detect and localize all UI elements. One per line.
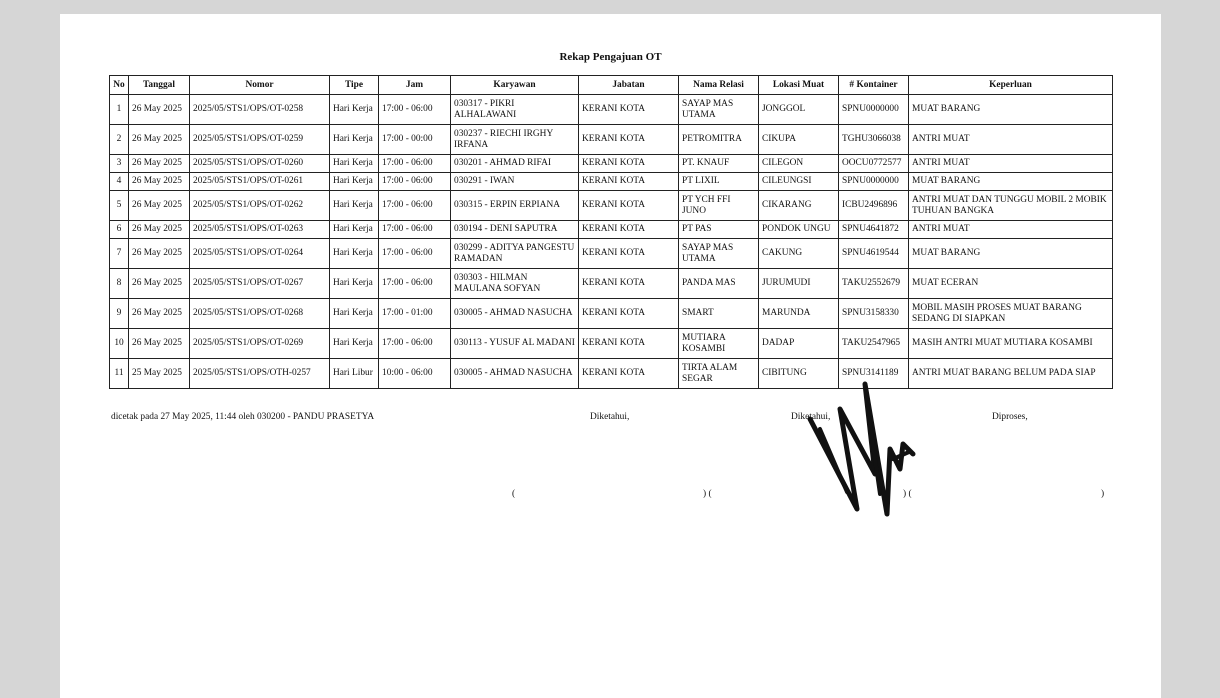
cell-no: 1 xyxy=(110,95,129,125)
cell-jam: 17:00 - 06:00 xyxy=(379,329,451,359)
cell-nama-relasi: TIRTA ALAM SEGAR xyxy=(679,359,759,389)
cell-tanggal: 26 May 2025 xyxy=(129,239,190,269)
cell-karyawan: 030299 - ADITYA PANGESTU RAMADAN xyxy=(451,239,579,269)
cell-karyawan: 030317 - PIKRI ALHALAWANI xyxy=(451,95,579,125)
cell-tanggal: 26 May 2025 xyxy=(129,125,190,155)
cell-jam: 17:00 - 00:00 xyxy=(379,125,451,155)
cell-nama-relasi: MUTIARA KOSAMBI xyxy=(679,329,759,359)
cell-tanggal: 26 May 2025 xyxy=(129,173,190,191)
cell-lokasi-muat: JURUMUDI xyxy=(759,269,839,299)
cell-tipe: Hari Kerja xyxy=(330,221,379,239)
cell-nama-relasi: PT LIXIL xyxy=(679,173,759,191)
cell-nama-relasi: PT YCH FFI JUNO xyxy=(679,191,759,221)
page-title: Rekap Pengajuan OT xyxy=(559,51,662,63)
cell-kontainer: TGHU3066038 xyxy=(839,125,909,155)
cell-lokasi-muat: CILEUNGSI xyxy=(759,173,839,191)
cell-lokasi-muat: CILEGON xyxy=(759,155,839,173)
cell-tanggal: 26 May 2025 xyxy=(129,221,190,239)
cell-kontainer: ICBU2496896 xyxy=(839,191,909,221)
cell-jabatan: KERANI KOTA xyxy=(579,173,679,191)
cell-tanggal: 25 May 2025 xyxy=(129,359,190,389)
cell-lokasi-muat: MARUNDA xyxy=(759,299,839,329)
cell-nama-relasi: PANDA MAS xyxy=(679,269,759,299)
ot-table xyxy=(109,75,1113,389)
cell-no: 9 xyxy=(110,299,129,329)
signature-bracket-1: ( xyxy=(512,489,516,499)
column-header-lokasi-muat: Lokasi Muat xyxy=(759,76,839,95)
cell-karyawan: 030303 - HILMAN MAULANA SOFYAN xyxy=(451,269,579,299)
cell-nama-relasi: PETROMITRA xyxy=(679,125,759,155)
cell-keperluan: ANTRI MUAT xyxy=(909,125,1113,155)
cell-kontainer: SPNU4619544 xyxy=(839,239,909,269)
cell-keperluan: MUAT ECERAN xyxy=(909,269,1113,299)
signature-known-1: Diketahui, xyxy=(590,412,630,422)
cell-tipe: Hari Kerja xyxy=(330,155,379,173)
cell-karyawan: 030237 - RIECHI IRGHY IRFANA xyxy=(451,125,579,155)
cell-lokasi-muat: CIKARANG xyxy=(759,191,839,221)
cell-lokasi-muat: JONGGOL xyxy=(759,95,839,125)
cell-kontainer: SPNU0000000 xyxy=(839,95,909,125)
column-header-kontainer: # Kontainer xyxy=(839,76,909,95)
cell-karyawan: 030194 - DENI SAPUTRA xyxy=(451,221,579,239)
cell-tanggal: 26 May 2025 xyxy=(129,269,190,299)
column-header-karyawan: Karyawan xyxy=(451,76,579,95)
cell-nomor: 2025/05/STS1/OPS/OT-0267 xyxy=(190,269,330,299)
document-page xyxy=(60,14,1161,698)
cell-keperluan: MUAT BARANG xyxy=(909,173,1113,191)
cell-keperluan: MOBIL MASIH PROSES MUAT BARANG SEDANG DI SIAPKAN xyxy=(909,299,1113,329)
cell-kontainer: SPNU0000000 xyxy=(839,173,909,191)
cell-nomor: 2025/05/STS1/OPS/OT-0258 xyxy=(190,95,330,125)
cell-keperluan: MUAT BARANG xyxy=(909,95,1113,125)
cell-jabatan: KERANI KOTA xyxy=(579,239,679,269)
cell-kontainer: OOCU0772577 xyxy=(839,155,909,173)
table-row xyxy=(110,191,1113,221)
cell-jam: 17:00 - 06:00 xyxy=(379,191,451,221)
cell-kontainer: TAKU2552679 xyxy=(839,269,909,299)
cell-jam: 10:00 - 06:00 xyxy=(379,359,451,389)
column-header-tipe: Tipe xyxy=(330,76,379,95)
cell-karyawan: 030291 - IWAN xyxy=(451,173,579,191)
column-header-tanggal: Tanggal xyxy=(129,76,190,95)
table-row xyxy=(110,359,1113,389)
table-row xyxy=(110,125,1113,155)
cell-jam: 17:00 - 06:00 xyxy=(379,239,451,269)
column-header-jabatan: Jabatan xyxy=(579,76,679,95)
cell-nomor: 2025/05/STS1/OPS/OT-0268 xyxy=(190,299,330,329)
table-row xyxy=(110,329,1113,359)
cell-tipe: Hari Kerja xyxy=(330,329,379,359)
cell-tanggal: 26 May 2025 xyxy=(129,155,190,173)
cell-jabatan: KERANI KOTA xyxy=(579,269,679,299)
cell-keperluan: MASIH ANTRI MUAT MUTIARA KOSAMBI xyxy=(909,329,1113,359)
table-row xyxy=(110,221,1113,239)
cell-tipe: Hari Kerja xyxy=(330,125,379,155)
column-header-keperluan: Keperluan xyxy=(909,76,1113,95)
table-row xyxy=(110,299,1113,329)
cell-karyawan: 030201 - AHMAD RIFAI xyxy=(451,155,579,173)
cell-jam: 17:00 - 06:00 xyxy=(379,95,451,125)
cell-no: 4 xyxy=(110,173,129,191)
cell-jam: 17:00 - 06:00 xyxy=(379,269,451,299)
signature-bracket-2: ) ( xyxy=(703,489,712,499)
cell-keperluan: ANTRI MUAT DAN TUNGGU MOBIL 2 MOBIK TUHUAN BANGKA xyxy=(909,191,1113,221)
printed-info: dicetak pada 27 May 2025, 11:44 oleh 030200 - PANDU PRASETYA xyxy=(111,412,375,422)
cell-kontainer: SPNU3141189 xyxy=(839,359,909,389)
signature-bracket-4: ) xyxy=(1101,489,1105,499)
cell-no: 8 xyxy=(110,269,129,299)
table-row xyxy=(110,239,1113,269)
cell-keperluan: ANTRI MUAT xyxy=(909,155,1113,173)
cell-tipe: Hari Kerja xyxy=(330,95,379,125)
cell-jam: 17:00 - 06:00 xyxy=(379,221,451,239)
cell-jam: 17:00 - 06:00 xyxy=(379,173,451,191)
cell-jam: 17:00 - 06:00 xyxy=(379,155,451,173)
cell-nomor: 2025/05/STS1/OPS/OTH-0257 xyxy=(190,359,330,389)
cell-no: 3 xyxy=(110,155,129,173)
signature-processed: Diproses, xyxy=(992,412,1028,422)
cell-jabatan: KERANI KOTA xyxy=(579,221,679,239)
table-body xyxy=(110,95,1113,389)
cell-no: 7 xyxy=(110,239,129,269)
table-row xyxy=(110,269,1113,299)
cell-nomor: 2025/05/STS1/OPS/OT-0269 xyxy=(190,329,330,359)
column-header-nama-relasi: Nama Relasi xyxy=(679,76,759,95)
table-row xyxy=(110,155,1113,173)
cell-karyawan: 030005 - AHMAD NASUCHA xyxy=(451,359,579,389)
handwritten-scribble-mark xyxy=(805,374,925,534)
cell-keperluan: ANTRI MUAT BARANG BELUM PADA SIAP xyxy=(909,359,1113,389)
cell-jabatan: KERANI KOTA xyxy=(579,155,679,173)
cell-tanggal: 26 May 2025 xyxy=(129,95,190,125)
cell-tipe: Hari Kerja xyxy=(330,299,379,329)
cell-tanggal: 26 May 2025 xyxy=(129,299,190,329)
cell-nomor: 2025/05/STS1/OPS/OT-0261 xyxy=(190,173,330,191)
cell-karyawan: 030315 - ERPIN ERPIANA xyxy=(451,191,579,221)
signature-known-2: Diketahui, xyxy=(791,412,831,422)
cell-no: 11 xyxy=(110,359,129,389)
cell-lokasi-muat: CAKUNG xyxy=(759,239,839,269)
table-header-row xyxy=(110,76,1113,95)
column-header-nomor: Nomor xyxy=(190,76,330,95)
cell-lokasi-muat: DADAP xyxy=(759,329,839,359)
cell-jabatan: KERANI KOTA xyxy=(579,95,679,125)
cell-nama-relasi: PT PAS xyxy=(679,221,759,239)
column-header-no: No xyxy=(110,76,129,95)
cell-nomor: 2025/05/STS1/OPS/OT-0262 xyxy=(190,191,330,221)
cell-lokasi-muat: CIBITUNG xyxy=(759,359,839,389)
cell-tipe: Hari Kerja xyxy=(330,239,379,269)
cell-jabatan: KERANI KOTA xyxy=(579,191,679,221)
cell-karyawan: 030005 - AHMAD NASUCHA xyxy=(451,299,579,329)
cell-no: 6 xyxy=(110,221,129,239)
cell-keperluan: MUAT BARANG xyxy=(909,239,1113,269)
cell-tanggal: 26 May 2025 xyxy=(129,329,190,359)
cell-no: 10 xyxy=(110,329,129,359)
cell-lokasi-muat: CIKUPA xyxy=(759,125,839,155)
signature-bracket-3: ) ( xyxy=(903,489,912,499)
column-header-jam: Jam xyxy=(379,76,451,95)
cell-tipe: Hari Kerja xyxy=(330,191,379,221)
cell-tipe: Hari Kerja xyxy=(330,269,379,299)
cell-tipe: Hari Kerja xyxy=(330,173,379,191)
cell-keperluan: ANTRI MUAT xyxy=(909,221,1113,239)
cell-nomor: 2025/05/STS1/OPS/OT-0259 xyxy=(190,125,330,155)
table-row xyxy=(110,95,1113,125)
cell-karyawan: 030113 - YUSUF AL MADANI xyxy=(451,329,579,359)
cell-jam: 17:00 - 01:00 xyxy=(379,299,451,329)
cell-nama-relasi: SAYAP MAS UTAMA xyxy=(679,239,759,269)
cell-kontainer: SPNU3158330 xyxy=(839,299,909,329)
cell-nomor: 2025/05/STS1/OPS/OT-0264 xyxy=(190,239,330,269)
table-row xyxy=(110,173,1113,191)
cell-tipe: Hari Libur xyxy=(330,359,379,389)
cell-jabatan: KERANI KOTA xyxy=(579,329,679,359)
cell-jabatan: KERANI KOTA xyxy=(579,125,679,155)
cell-nomor: 2025/05/STS1/OPS/OT-0260 xyxy=(190,155,330,173)
cell-lokasi-muat: PONDOK UNGU xyxy=(759,221,839,239)
cell-nama-relasi: PT. KNAUF xyxy=(679,155,759,173)
cell-tanggal: 26 May 2025 xyxy=(129,191,190,221)
cell-nomor: 2025/05/STS1/OPS/OT-0263 xyxy=(190,221,330,239)
cell-no: 5 xyxy=(110,191,129,221)
cell-jabatan: KERANI KOTA xyxy=(579,359,679,389)
cell-kontainer: SPNU4641872 xyxy=(839,221,909,239)
cell-jabatan: KERANI KOTA xyxy=(579,299,679,329)
cell-kontainer: TAKU2547965 xyxy=(839,329,909,359)
cell-nama-relasi: SMART xyxy=(679,299,759,329)
cell-no: 2 xyxy=(110,125,129,155)
cell-nama-relasi: SAYAP MAS UTAMA xyxy=(679,95,759,125)
